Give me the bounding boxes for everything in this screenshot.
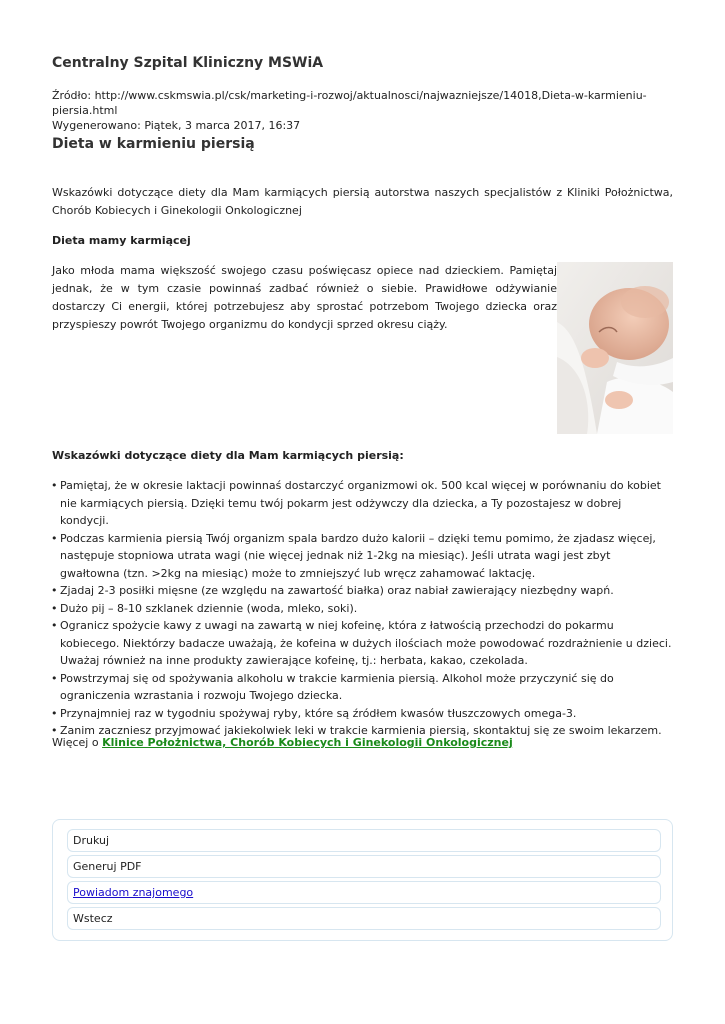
more-prefix: Więcej o bbox=[52, 736, 103, 749]
tip-text: Ogranicz spożycie kawy z uwagi na zawartą w niej kofeinę, która z łatwością przechodzi do pokarmu kobiecego. Niektórzy badacze uważają, że kofeina w dużych ilościach może powodować rozdrażnienie u dzieci. Uważaj również na inne produkty zawierające kofeinę, tj.: herbata, kakao, czekolada. bbox=[60, 619, 672, 667]
list-item bbox=[52, 617, 673, 670]
generated-line: Wygenerowano: Piątek, 3 marca 2017, 16:37 bbox=[52, 119, 301, 132]
site-title: Centralny Szpital Kliniczny MSWiA bbox=[52, 55, 324, 71]
tip-text: Zanim zaczniesz przyjmować jakiekolwiek leki w trakcie karmienia piersią, skontaktuj się ze swoim lekarzem. bbox=[60, 724, 662, 737]
tip-text: Dużo pij – 8-10 szklanek dziennie (woda, mleko, soki). bbox=[60, 601, 358, 615]
tip-text: Powstrzymaj się od spożywania alkoholu w trakcie karmienia piersią. Alkohol może przyczynić się do ograniczenia wzrastania i rozwoju Twojego dziecka. bbox=[60, 671, 614, 702]
list-item bbox=[52, 530, 673, 583]
back-button[interactable]: Wstecz bbox=[67, 907, 661, 930]
list-item bbox=[52, 670, 673, 705]
list-item bbox=[52, 477, 673, 530]
tip-text: Pamiętaj, że w okresie laktacji powinnaś dostarczyć organizmowi ok. 500 kcal więcej w porównaniu do kobiet nie karmiących piersią. Dzięki temu twój pokarm jest odżywczy dla dziecka, a Ty pozostajesz w dobrej kondycji. bbox=[60, 479, 661, 527]
list-item bbox=[52, 582, 673, 600]
bullet: • bbox=[51, 619, 58, 632]
bullet: • bbox=[51, 706, 58, 720]
list-item bbox=[52, 705, 673, 723]
list-item bbox=[52, 600, 673, 618]
bullet: • bbox=[51, 671, 58, 685]
bullet: • bbox=[51, 601, 58, 615]
tips-heading: Wskazówki dotyczące diety dla Mam karmiących piersią: bbox=[52, 449, 404, 462]
generate-pdf-button[interactable]: Generuj PDF bbox=[67, 855, 661, 878]
article-title: Dieta w karmieniu piersią bbox=[52, 136, 255, 152]
article-intro: Wskazówki dotyczące diety dla Mam karmiących piersią autorstwa naszych specjalistów z Kliniki Położnictwa, Chorób Kobiecych i Ginekologii Onkologicznej bbox=[52, 186, 673, 217]
section-heading-diet: Dieta mamy karmiącej bbox=[52, 234, 191, 247]
tip-text: Przynajmniej raz w tygodniu spożywaj ryby, które są źródłem kwasów tłuszczowych omega-3. bbox=[60, 706, 577, 720]
tip-text: Podczas karmienia piersią Twój organizm spala bardzo dużo kalorii – dzięki temu pomimo, że zjadasz więcej, następuje stopniowa utrata wagi (nie więcej jednak niż 1-2kg na miesiąc). Jeśli utrata wagi jest zbyt gwałtowna (tzn. >2kg na miesiąc) może to zmniejszyć lub wręcz zahamować laktację. bbox=[60, 531, 656, 580]
bullet: • bbox=[51, 531, 58, 545]
bullet: • bbox=[51, 479, 58, 492]
source-line: Źródło: http://www.cskmswia.pl/csk/marketing-i-rozwoj/aktualnosci/najwazniejsze/14018,Dieta-w-karmieniu-piersia.html bbox=[52, 89, 647, 117]
bullet: • bbox=[51, 724, 58, 737]
article-paragraph: Jako młoda mama większość swojego czasu poświęcasz opiece nad dzieckiem. Pamiętaj jednak, że w tym czasie powinnaś zadbać również o siebie. Prawidłowe odżywianie dostarczy Ci energii, której potrzebujesz aby sprostać potrzebom Twojego dziecka oraz przyspieszy powrót Twojego organizmu do kondycji sprzed okresu ciąży. bbox=[52, 264, 557, 331]
photo-illustration bbox=[557, 262, 673, 434]
tip-text: Zjadaj 2-3 posiłki mięsne (ze względu na zawartość białka) oraz nabiał zawierający niezbędny wapń. bbox=[60, 584, 614, 597]
notify-friend-link[interactable]: Powiadom znajomego bbox=[67, 881, 661, 904]
more-info bbox=[52, 736, 513, 749]
bullet: • bbox=[51, 584, 58, 597]
actions-panel bbox=[52, 819, 673, 941]
baby-breastfeeding-photo bbox=[557, 262, 673, 434]
document-meta bbox=[52, 88, 673, 133]
tips-list bbox=[52, 477, 673, 740]
print-button[interactable]: Drukuj bbox=[67, 829, 661, 852]
clinic-link[interactable]: Klinice Położnictwa, Chorób Kobiecych i Ginekologii Onkologicznej bbox=[102, 736, 513, 749]
